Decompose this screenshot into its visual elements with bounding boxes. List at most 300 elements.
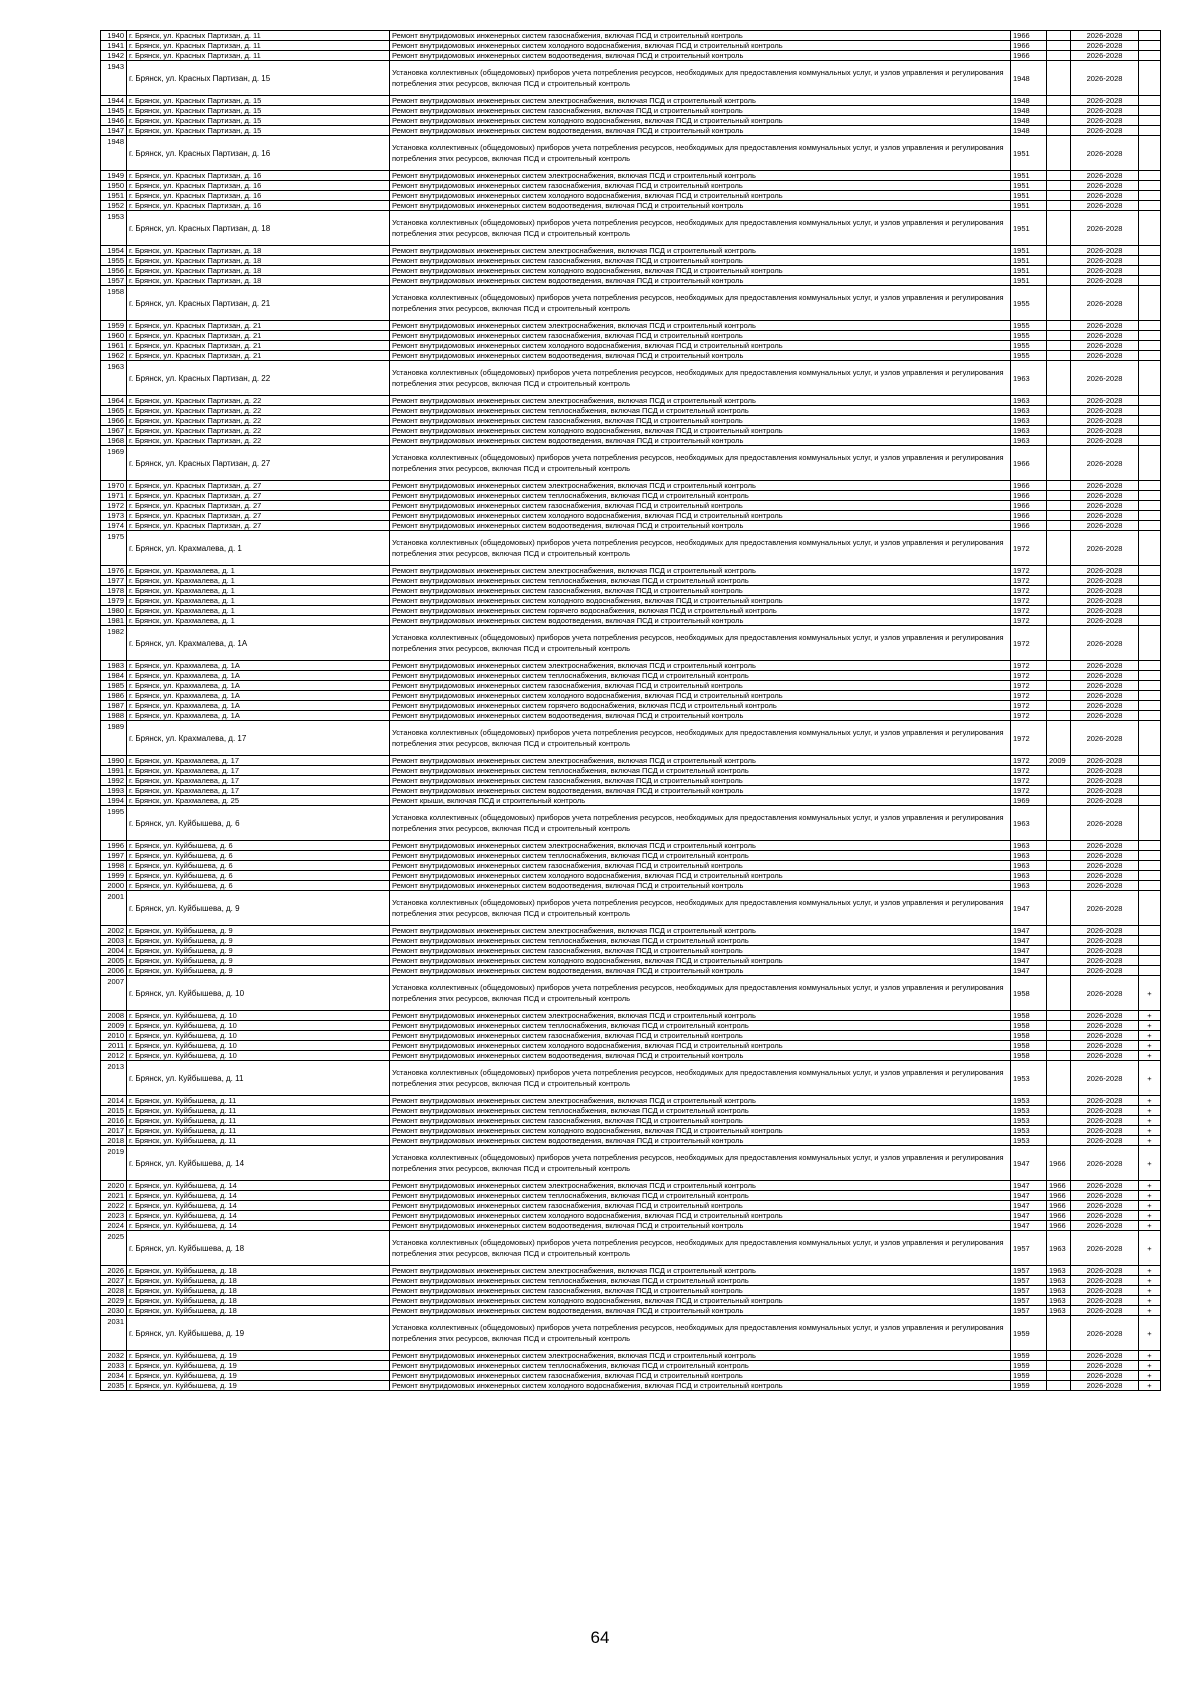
repair-period-cell: 2026-2028 — [1071, 116, 1139, 126]
address-cell: г. Брянск, ул. Крахмалева, д. 1А — [127, 661, 390, 671]
address-cell: г. Брянск, ул. Крахмалева, д. 1 — [127, 586, 390, 596]
work-type-cell: Установка коллективных (общедомовых) приборов учета потребления ресурсов, необходимых для предоставления коммунальных услуг, и узлов управления и регулирования потребления этих ресурсов, включая ПСД и строительный контроль — [390, 1316, 1011, 1351]
address-cell: г. Брянск, ул. Куйбышева, д. 9 — [127, 936, 390, 946]
work-type-cell: Ремонт внутридомовых инженерных систем электроснабжения, включая ПСД и строительный контроль — [390, 756, 1011, 766]
table-row — [101, 1061, 1161, 1096]
build-year-cell: 1972 — [1011, 711, 1047, 721]
table-row — [101, 946, 1161, 956]
mark-cell — [1139, 956, 1161, 966]
address-cell: г. Брянск, ул. Красных Партизан, д. 18 — [127, 276, 390, 286]
row-number: 1976 — [101, 566, 127, 576]
build-year-cell: 1972 — [1011, 721, 1047, 756]
build-year-cell: 1947 — [1011, 946, 1047, 956]
repair-period-cell: 2026-2028 — [1071, 586, 1139, 596]
repair-period-cell: 2026-2028 — [1071, 681, 1139, 691]
address-cell: г. Брянск, ул. Куйбышева, д. 19 — [127, 1316, 390, 1351]
work-type-cell: Ремонт внутридомовых инженерных систем водоотведения, включая ПСД и строительный контроль — [390, 616, 1011, 626]
repair-period-cell: 2026-2028 — [1071, 341, 1139, 351]
second-year-cell: 1966 — [1047, 1211, 1071, 1221]
row-number: 2033 — [101, 1361, 127, 1371]
repair-period-cell: 2026-2028 — [1071, 286, 1139, 321]
mark-cell: + — [1139, 1276, 1161, 1286]
mark-cell — [1139, 531, 1161, 566]
repair-period-cell: 2026-2028 — [1071, 1371, 1139, 1381]
table-row — [101, 1021, 1161, 1031]
row-number: 1983 — [101, 661, 127, 671]
work-type-cell: Ремонт внутридомовых инженерных систем холодного водоснабжения, включая ПСД и строительный контроль — [390, 426, 1011, 436]
address-cell: г. Брянск, ул. Красных Партизан, д. 21 — [127, 331, 390, 341]
table-row — [101, 596, 1161, 606]
build-year-cell: 1972 — [1011, 786, 1047, 796]
mark-cell: + — [1139, 1116, 1161, 1126]
second-year-cell — [1047, 871, 1071, 881]
second-year-cell: 1963 — [1047, 1266, 1071, 1276]
table-row — [101, 1371, 1161, 1381]
table-row — [101, 1126, 1161, 1136]
row-number: 1980 — [101, 606, 127, 616]
repair-period-cell: 2026-2028 — [1071, 711, 1139, 721]
second-year-cell — [1047, 446, 1071, 481]
address-cell: г. Брянск, ул. Куйбышева, д. 6 — [127, 841, 390, 851]
mark-cell — [1139, 756, 1161, 766]
row-number: 1991 — [101, 766, 127, 776]
work-type-cell: Установка коллективных (общедомовых) приборов учета потребления ресурсов, необходимых для предоставления коммунальных услуг, и узлов управления и регулирования потребления этих ресурсов, включая ПСД и строительный контроль — [390, 211, 1011, 246]
second-year-cell — [1047, 201, 1071, 211]
row-number: 1984 — [101, 671, 127, 681]
table-row — [101, 1351, 1161, 1361]
repair-period-cell: 2026-2028 — [1071, 361, 1139, 396]
work-type-cell: Ремонт внутридомовых инженерных систем холодного водоснабжения, включая ПСД и строительный контроль — [390, 1126, 1011, 1136]
build-year-cell: 1955 — [1011, 331, 1047, 341]
repair-period-cell: 2026-2028 — [1071, 191, 1139, 201]
repair-period-cell: 2026-2028 — [1071, 351, 1139, 361]
build-year-cell: 1958 — [1011, 1011, 1047, 1021]
build-year-cell: 1972 — [1011, 616, 1047, 626]
address-cell: г. Брянск, ул. Куйбышева, д. 18 — [127, 1231, 390, 1266]
table-row — [101, 891, 1161, 926]
work-type-cell: Ремонт внутридомовых инженерных систем газоснабжения, включая ПСД и строительный контроль — [390, 106, 1011, 116]
work-type-cell: Ремонт внутридомовых инженерных систем электроснабжения, включая ПСД и строительный контроль — [390, 321, 1011, 331]
address-cell: г. Брянск, ул. Крахмалева, д. 1 — [127, 576, 390, 586]
work-type-cell: Ремонт внутридомовых инженерных систем газоснабжения, включая ПСД и строительный контроль — [390, 946, 1011, 956]
second-year-cell — [1047, 926, 1071, 936]
mark-cell — [1139, 341, 1161, 351]
mark-cell — [1139, 841, 1161, 851]
second-year-cell — [1047, 521, 1071, 531]
address-cell: г. Брянск, ул. Красных Партизан, д. 11 — [127, 51, 390, 61]
mark-cell — [1139, 51, 1161, 61]
table-row — [101, 331, 1161, 341]
address-cell: г. Брянск, ул. Куйбышева, д. 14 — [127, 1181, 390, 1191]
address-cell: г. Брянск, ул. Куйбышева, д. 14 — [127, 1211, 390, 1221]
row-number: 2024 — [101, 1221, 127, 1231]
second-year-cell — [1047, 136, 1071, 171]
address-cell: г. Брянск, ул. Куйбышева, д. 6 — [127, 806, 390, 841]
row-number: 2009 — [101, 1021, 127, 1031]
mark-cell — [1139, 766, 1161, 776]
mark-cell — [1139, 701, 1161, 711]
address-cell: г. Брянск, ул. Красных Партизан, д. 22 — [127, 406, 390, 416]
table-row — [101, 756, 1161, 766]
table-row — [101, 721, 1161, 756]
row-number: 1941 — [101, 41, 127, 51]
second-year-cell — [1047, 616, 1071, 626]
repair-period-cell: 2026-2028 — [1071, 926, 1139, 936]
work-type-cell: Ремонт внутридомовых инженерных систем горячего водоснабжения, включая ПСД и строительный контроль — [390, 701, 1011, 711]
row-number: 1945 — [101, 106, 127, 116]
build-year-cell: 1948 — [1011, 116, 1047, 126]
address-cell: г. Брянск, ул. Красных Партизан, д. 16 — [127, 191, 390, 201]
table-row — [101, 61, 1161, 96]
repair-period-cell: 2026-2028 — [1071, 626, 1139, 661]
mark-cell — [1139, 256, 1161, 266]
row-number: 2019 — [101, 1146, 127, 1181]
second-year-cell — [1047, 266, 1071, 276]
mark-cell — [1139, 361, 1161, 396]
work-type-cell: Ремонт внутридомовых инженерных систем газоснабжения, включая ПСД и строительный контроль — [390, 1371, 1011, 1381]
table-row — [101, 1276, 1161, 1286]
address-cell: г. Брянск, ул. Красных Партизан, д. 11 — [127, 31, 390, 41]
work-type-cell: Ремонт внутридомовых инженерных систем газоснабжения, включая ПСД и строительный контроль — [390, 31, 1011, 41]
table-row — [101, 1011, 1161, 1021]
repair-period-cell: 2026-2028 — [1071, 481, 1139, 491]
build-year-cell: 1963 — [1011, 396, 1047, 406]
address-cell: г. Брянск, ул. Крахмалева, д. 1А — [127, 691, 390, 701]
second-year-cell — [1047, 481, 1071, 491]
row-number: 1989 — [101, 721, 127, 756]
repair-period-cell: 2026-2028 — [1071, 136, 1139, 171]
repair-period-cell: 2026-2028 — [1071, 246, 1139, 256]
second-year-cell — [1047, 286, 1071, 321]
build-year-cell: 1972 — [1011, 531, 1047, 566]
second-year-cell — [1047, 246, 1071, 256]
mark-cell — [1139, 806, 1161, 841]
build-year-cell: 1966 — [1011, 51, 1047, 61]
work-type-cell: Ремонт внутридомовых инженерных систем электроснабжения, включая ПСД и строительный контроль — [390, 566, 1011, 576]
work-type-cell: Ремонт внутридомовых инженерных систем холодного водоснабжения, включая ПСД и строительный контроль — [390, 341, 1011, 351]
build-year-cell: 1966 — [1011, 491, 1047, 501]
build-year-cell: 1948 — [1011, 96, 1047, 106]
second-year-cell — [1047, 126, 1071, 136]
second-year-cell — [1047, 681, 1071, 691]
mark-cell — [1139, 936, 1161, 946]
repair-period-cell: 2026-2028 — [1071, 841, 1139, 851]
repair-period-cell: 2026-2028 — [1071, 861, 1139, 871]
table-row — [101, 1296, 1161, 1306]
row-number: 2008 — [101, 1011, 127, 1021]
table-row — [101, 1221, 1161, 1231]
repair-period-cell: 2026-2028 — [1071, 1221, 1139, 1231]
repair-period-cell: 2026-2028 — [1071, 1231, 1139, 1266]
work-type-cell: Ремонт внутридомовых инженерных систем холодного водоснабжения, включая ПСД и строительный контроль — [390, 41, 1011, 51]
address-cell: г. Брянск, ул. Куйбышева, д. 14 — [127, 1201, 390, 1211]
build-year-cell: 1947 — [1011, 926, 1047, 936]
row-number: 1986 — [101, 691, 127, 701]
mark-cell — [1139, 491, 1161, 501]
mark-cell — [1139, 966, 1161, 976]
mark-cell — [1139, 481, 1161, 491]
repair-period-cell: 2026-2028 — [1071, 1266, 1139, 1276]
address-cell: г. Брянск, ул. Красных Партизан, д. 16 — [127, 171, 390, 181]
repair-period-cell: 2026-2028 — [1071, 616, 1139, 626]
work-type-cell: Ремонт внутридомовых инженерных систем электроснабжения, включая ПСД и строительный контроль — [390, 1011, 1011, 1021]
address-cell: г. Брянск, ул. Крахмалева, д. 1 — [127, 606, 390, 616]
row-number: 1949 — [101, 171, 127, 181]
table-row — [101, 1266, 1161, 1276]
second-year-cell — [1047, 1031, 1071, 1041]
build-year-cell: 1963 — [1011, 871, 1047, 881]
repair-period-cell: 2026-2028 — [1071, 51, 1139, 61]
build-year-cell: 1972 — [1011, 701, 1047, 711]
address-cell: г. Брянск, ул. Крахмалева, д. 1А — [127, 681, 390, 691]
work-type-cell: Установка коллективных (общедомовых) приборов учета потребления ресурсов, необходимых для предоставления коммунальных услуг, и узлов управления и регулирования потребления этих ресурсов, включая ПСД и строительный контроль — [390, 61, 1011, 96]
mark-cell — [1139, 721, 1161, 756]
second-year-cell: 1966 — [1047, 1146, 1071, 1181]
build-year-cell: 1947 — [1011, 1211, 1047, 1221]
row-number: 2020 — [101, 1181, 127, 1191]
table-row — [101, 786, 1161, 796]
work-type-cell: Ремонт внутридомовых инженерных систем электроснабжения, включая ПСД и строительный контроль — [390, 481, 1011, 491]
second-year-cell: 1966 — [1047, 1181, 1071, 1191]
build-year-cell: 1947 — [1011, 1191, 1047, 1201]
row-number: 2007 — [101, 976, 127, 1011]
row-number: 2023 — [101, 1211, 127, 1221]
mark-cell — [1139, 136, 1161, 171]
second-year-cell — [1047, 691, 1071, 701]
repair-period-cell: 2026-2028 — [1071, 266, 1139, 276]
work-type-cell: Ремонт внутридомовых инженерных систем газоснабжения, включая ПСД и строительный контроль — [390, 1031, 1011, 1041]
address-cell: г. Брянск, ул. Красных Партизан, д. 21 — [127, 351, 390, 361]
repair-period-cell: 2026-2028 — [1071, 1041, 1139, 1051]
repair-period-cell: 2026-2028 — [1071, 606, 1139, 616]
second-year-cell — [1047, 211, 1071, 246]
second-year-cell: 1966 — [1047, 1191, 1071, 1201]
table-row — [101, 51, 1161, 61]
address-cell: г. Брянск, ул. Куйбышева, д. 19 — [127, 1381, 390, 1391]
row-number: 1942 — [101, 51, 127, 61]
address-cell: г. Брянск, ул. Красных Партизан, д. 22 — [127, 396, 390, 406]
second-year-cell — [1047, 106, 1071, 116]
table-row — [101, 211, 1161, 246]
work-type-cell: Ремонт внутридомовых инженерных систем водоотведения, включая ПСД и строительный контроль — [390, 711, 1011, 721]
mark-cell — [1139, 126, 1161, 136]
table-row — [101, 576, 1161, 586]
repair-period-cell: 2026-2028 — [1071, 1201, 1139, 1211]
table-row — [101, 1211, 1161, 1221]
row-number: 2031 — [101, 1316, 127, 1351]
build-year-cell: 1972 — [1011, 606, 1047, 616]
work-type-cell: Установка коллективных (общедомовых) приборов учета потребления ресурсов, необходимых для предоставления коммунальных услуг, и узлов управления и регулирования потребления этих ресурсов, включая ПСД и строительный контроль — [390, 806, 1011, 841]
address-cell: г. Брянск, ул. Куйбышева, д. 11 — [127, 1106, 390, 1116]
repair-period-cell: 2026-2028 — [1071, 796, 1139, 806]
address-cell: г. Брянск, ул. Куйбышева, д. 11 — [127, 1096, 390, 1106]
document-sheet — [100, 30, 1160, 1391]
work-type-cell: Ремонт внутридомовых инженерных систем водоотведения, включая ПСД и строительный контроль — [390, 436, 1011, 446]
row-number: 2015 — [101, 1106, 127, 1116]
repair-period-cell: 2026-2028 — [1071, 1106, 1139, 1116]
address-cell: г. Брянск, ул. Красных Партизан, д. 15 — [127, 96, 390, 106]
mark-cell: + — [1139, 976, 1161, 1011]
address-cell: г. Брянск, ул. Красных Партизан, д. 16 — [127, 181, 390, 191]
mark-cell — [1139, 586, 1161, 596]
second-year-cell — [1047, 701, 1071, 711]
mark-cell — [1139, 521, 1161, 531]
repair-period-cell: 2026-2028 — [1071, 1031, 1139, 1041]
work-type-cell: Ремонт внутридомовых инженерных систем холодного водоснабжения, включая ПСД и строительный контроль — [390, 266, 1011, 276]
address-cell: г. Брянск, ул. Куйбышева, д. 10 — [127, 1051, 390, 1061]
repair-period-cell: 2026-2028 — [1071, 891, 1139, 926]
table-row — [101, 691, 1161, 701]
build-year-cell: 1963 — [1011, 361, 1047, 396]
row-number: 1954 — [101, 246, 127, 256]
mark-cell: + — [1139, 1136, 1161, 1146]
mark-cell — [1139, 201, 1161, 211]
work-type-cell: Ремонт внутридомовых инженерных систем теплоснабжения, включая ПСД и строительный контроль — [390, 1021, 1011, 1031]
build-year-cell: 1959 — [1011, 1381, 1047, 1391]
address-cell: г. Брянск, ул. Куйбышева, д. 9 — [127, 926, 390, 936]
mark-cell: + — [1139, 1211, 1161, 1221]
mark-cell: + — [1139, 1051, 1161, 1061]
table-row — [101, 171, 1161, 181]
build-year-cell: 1972 — [1011, 661, 1047, 671]
row-number: 1974 — [101, 521, 127, 531]
build-year-cell: 1948 — [1011, 126, 1047, 136]
repair-period-cell: 2026-2028 — [1071, 1191, 1139, 1201]
row-number: 1943 — [101, 61, 127, 96]
address-cell: г. Брянск, ул. Куйбышева, д. 18 — [127, 1286, 390, 1296]
second-year-cell — [1047, 96, 1071, 106]
repair-period-cell: 2026-2028 — [1071, 501, 1139, 511]
work-type-cell: Ремонт внутридомовых инженерных систем водоотведения, включая ПСД и строительный контроль — [390, 1136, 1011, 1146]
table-row — [101, 181, 1161, 191]
row-number: 1977 — [101, 576, 127, 586]
repair-period-cell: 2026-2028 — [1071, 721, 1139, 756]
repair-period-cell: 2026-2028 — [1071, 956, 1139, 966]
build-year-cell: 1966 — [1011, 511, 1047, 521]
repair-period-cell: 2026-2028 — [1071, 201, 1139, 211]
build-year-cell: 1948 — [1011, 61, 1047, 96]
work-type-cell: Ремонт внутридомовых инженерных систем горячего водоснабжения, включая ПСД и строительный контроль — [390, 606, 1011, 616]
second-year-cell — [1047, 1106, 1071, 1116]
row-number: 1998 — [101, 861, 127, 871]
repair-period-cell: 2026-2028 — [1071, 851, 1139, 861]
table-row — [101, 1136, 1161, 1146]
mark-cell — [1139, 276, 1161, 286]
second-year-cell — [1047, 171, 1071, 181]
row-number: 1970 — [101, 481, 127, 491]
build-year-cell: 1972 — [1011, 766, 1047, 776]
table-row — [101, 426, 1161, 436]
repair-period-cell: 2026-2028 — [1071, 491, 1139, 501]
build-year-cell: 1972 — [1011, 586, 1047, 596]
mark-cell: + — [1139, 1316, 1161, 1351]
repair-period-cell: 2026-2028 — [1071, 1296, 1139, 1306]
second-year-cell: 1966 — [1047, 1201, 1071, 1211]
work-type-cell: Ремонт внутридомовых инженерных систем холодного водоснабжения, включая ПСД и строительный контроль — [390, 1211, 1011, 1221]
mark-cell: + — [1139, 1306, 1161, 1316]
row-number: 2026 — [101, 1266, 127, 1276]
repair-period-cell: 2026-2028 — [1071, 531, 1139, 566]
second-year-cell — [1047, 181, 1071, 191]
mark-cell — [1139, 191, 1161, 201]
address-cell: г. Брянск, ул. Красных Партизан, д. 22 — [127, 361, 390, 396]
repair-period-cell: 2026-2028 — [1071, 211, 1139, 246]
repair-period-cell: 2026-2028 — [1071, 936, 1139, 946]
table-row — [101, 276, 1161, 286]
second-year-cell: 1963 — [1047, 1276, 1071, 1286]
address-cell: г. Брянск, ул. Красных Партизан, д. 27 — [127, 521, 390, 531]
mark-cell — [1139, 416, 1161, 426]
row-number: 2022 — [101, 1201, 127, 1211]
row-number: 1985 — [101, 681, 127, 691]
work-type-cell: Установка коллективных (общедомовых) приборов учета потребления ресурсов, необходимых для предоставления коммунальных услуг, и узлов управления и регулирования потребления этих ресурсов, включая ПСД и строительный контроль — [390, 531, 1011, 566]
work-type-cell: Ремонт внутридомовых инженерных систем газоснабжения, включая ПСД и строительный контроль — [390, 181, 1011, 191]
work-type-cell: Установка коллективных (общедомовых) приборов учета потребления ресурсов, необходимых для предоставления коммунальных услуг, и узлов управления и регулирования потребления этих ресурсов, включая ПСД и строительный контроль — [390, 286, 1011, 321]
table-row — [101, 531, 1161, 566]
row-number: 1964 — [101, 396, 127, 406]
second-year-cell — [1047, 51, 1071, 61]
work-type-cell: Ремонт внутридомовых инженерных систем водоотведения, включая ПСД и строительный контроль — [390, 51, 1011, 61]
mark-cell — [1139, 406, 1161, 416]
address-cell: г. Брянск, ул. Красных Партизан, д. 21 — [127, 321, 390, 331]
build-year-cell: 1953 — [1011, 1136, 1047, 1146]
row-number: 1973 — [101, 511, 127, 521]
build-year-cell: 1951 — [1011, 181, 1047, 191]
build-year-cell: 1958 — [1011, 976, 1047, 1011]
mark-cell: + — [1139, 1351, 1161, 1361]
table-row — [101, 246, 1161, 256]
mark-cell: + — [1139, 1096, 1161, 1106]
mark-cell: + — [1139, 1011, 1161, 1021]
repair-period-cell: 2026-2028 — [1071, 1021, 1139, 1031]
build-year-cell: 1953 — [1011, 1116, 1047, 1126]
table-row — [101, 41, 1161, 51]
mark-cell — [1139, 661, 1161, 671]
work-type-cell: Ремонт внутридомовых инженерных систем газоснабжения, включая ПСД и строительный контроль — [390, 1201, 1011, 1211]
address-cell: г. Брянск, ул. Красных Партизан, д. 15 — [127, 106, 390, 116]
work-type-cell: Ремонт внутридомовых инженерных систем электроснабжения, включая ПСД и строительный контроль — [390, 926, 1011, 936]
second-year-cell — [1047, 1316, 1071, 1351]
build-year-cell: 1951 — [1011, 256, 1047, 266]
table-row — [101, 976, 1161, 1011]
row-number: 2035 — [101, 1381, 127, 1391]
build-year-cell: 1951 — [1011, 136, 1047, 171]
table-row — [101, 321, 1161, 331]
second-year-cell — [1047, 1371, 1071, 1381]
table-row — [101, 966, 1161, 976]
table-row — [101, 1316, 1161, 1351]
mark-cell — [1139, 246, 1161, 256]
row-number: 2030 — [101, 1306, 127, 1316]
work-type-cell: Ремонт внутридомовых инженерных систем газоснабжения, включая ПСД и строительный контроль — [390, 416, 1011, 426]
repair-period-cell: 2026-2028 — [1071, 416, 1139, 426]
repair-period-cell: 2026-2028 — [1071, 701, 1139, 711]
mark-cell — [1139, 396, 1161, 406]
build-year-cell: 1972 — [1011, 576, 1047, 586]
repair-period-cell: 2026-2028 — [1071, 871, 1139, 881]
table-row — [101, 936, 1161, 946]
page-number: 64 — [590, 1628, 610, 1647]
work-type-cell: Ремонт внутридомовых инженерных систем электроснабжения, включая ПСД и строительный контроль — [390, 171, 1011, 181]
second-year-cell: 1963 — [1047, 1286, 1071, 1296]
row-number: 2028 — [101, 1286, 127, 1296]
build-year-cell: 1972 — [1011, 671, 1047, 681]
work-type-cell: Ремонт внутридомовых инженерных систем теплоснабжения, включая ПСД и строительный контроль — [390, 1106, 1011, 1116]
second-year-cell — [1047, 116, 1071, 126]
table-row — [101, 446, 1161, 481]
address-cell: г. Брянск, ул. Крахмалева, д. 1 — [127, 616, 390, 626]
second-year-cell — [1047, 256, 1071, 266]
